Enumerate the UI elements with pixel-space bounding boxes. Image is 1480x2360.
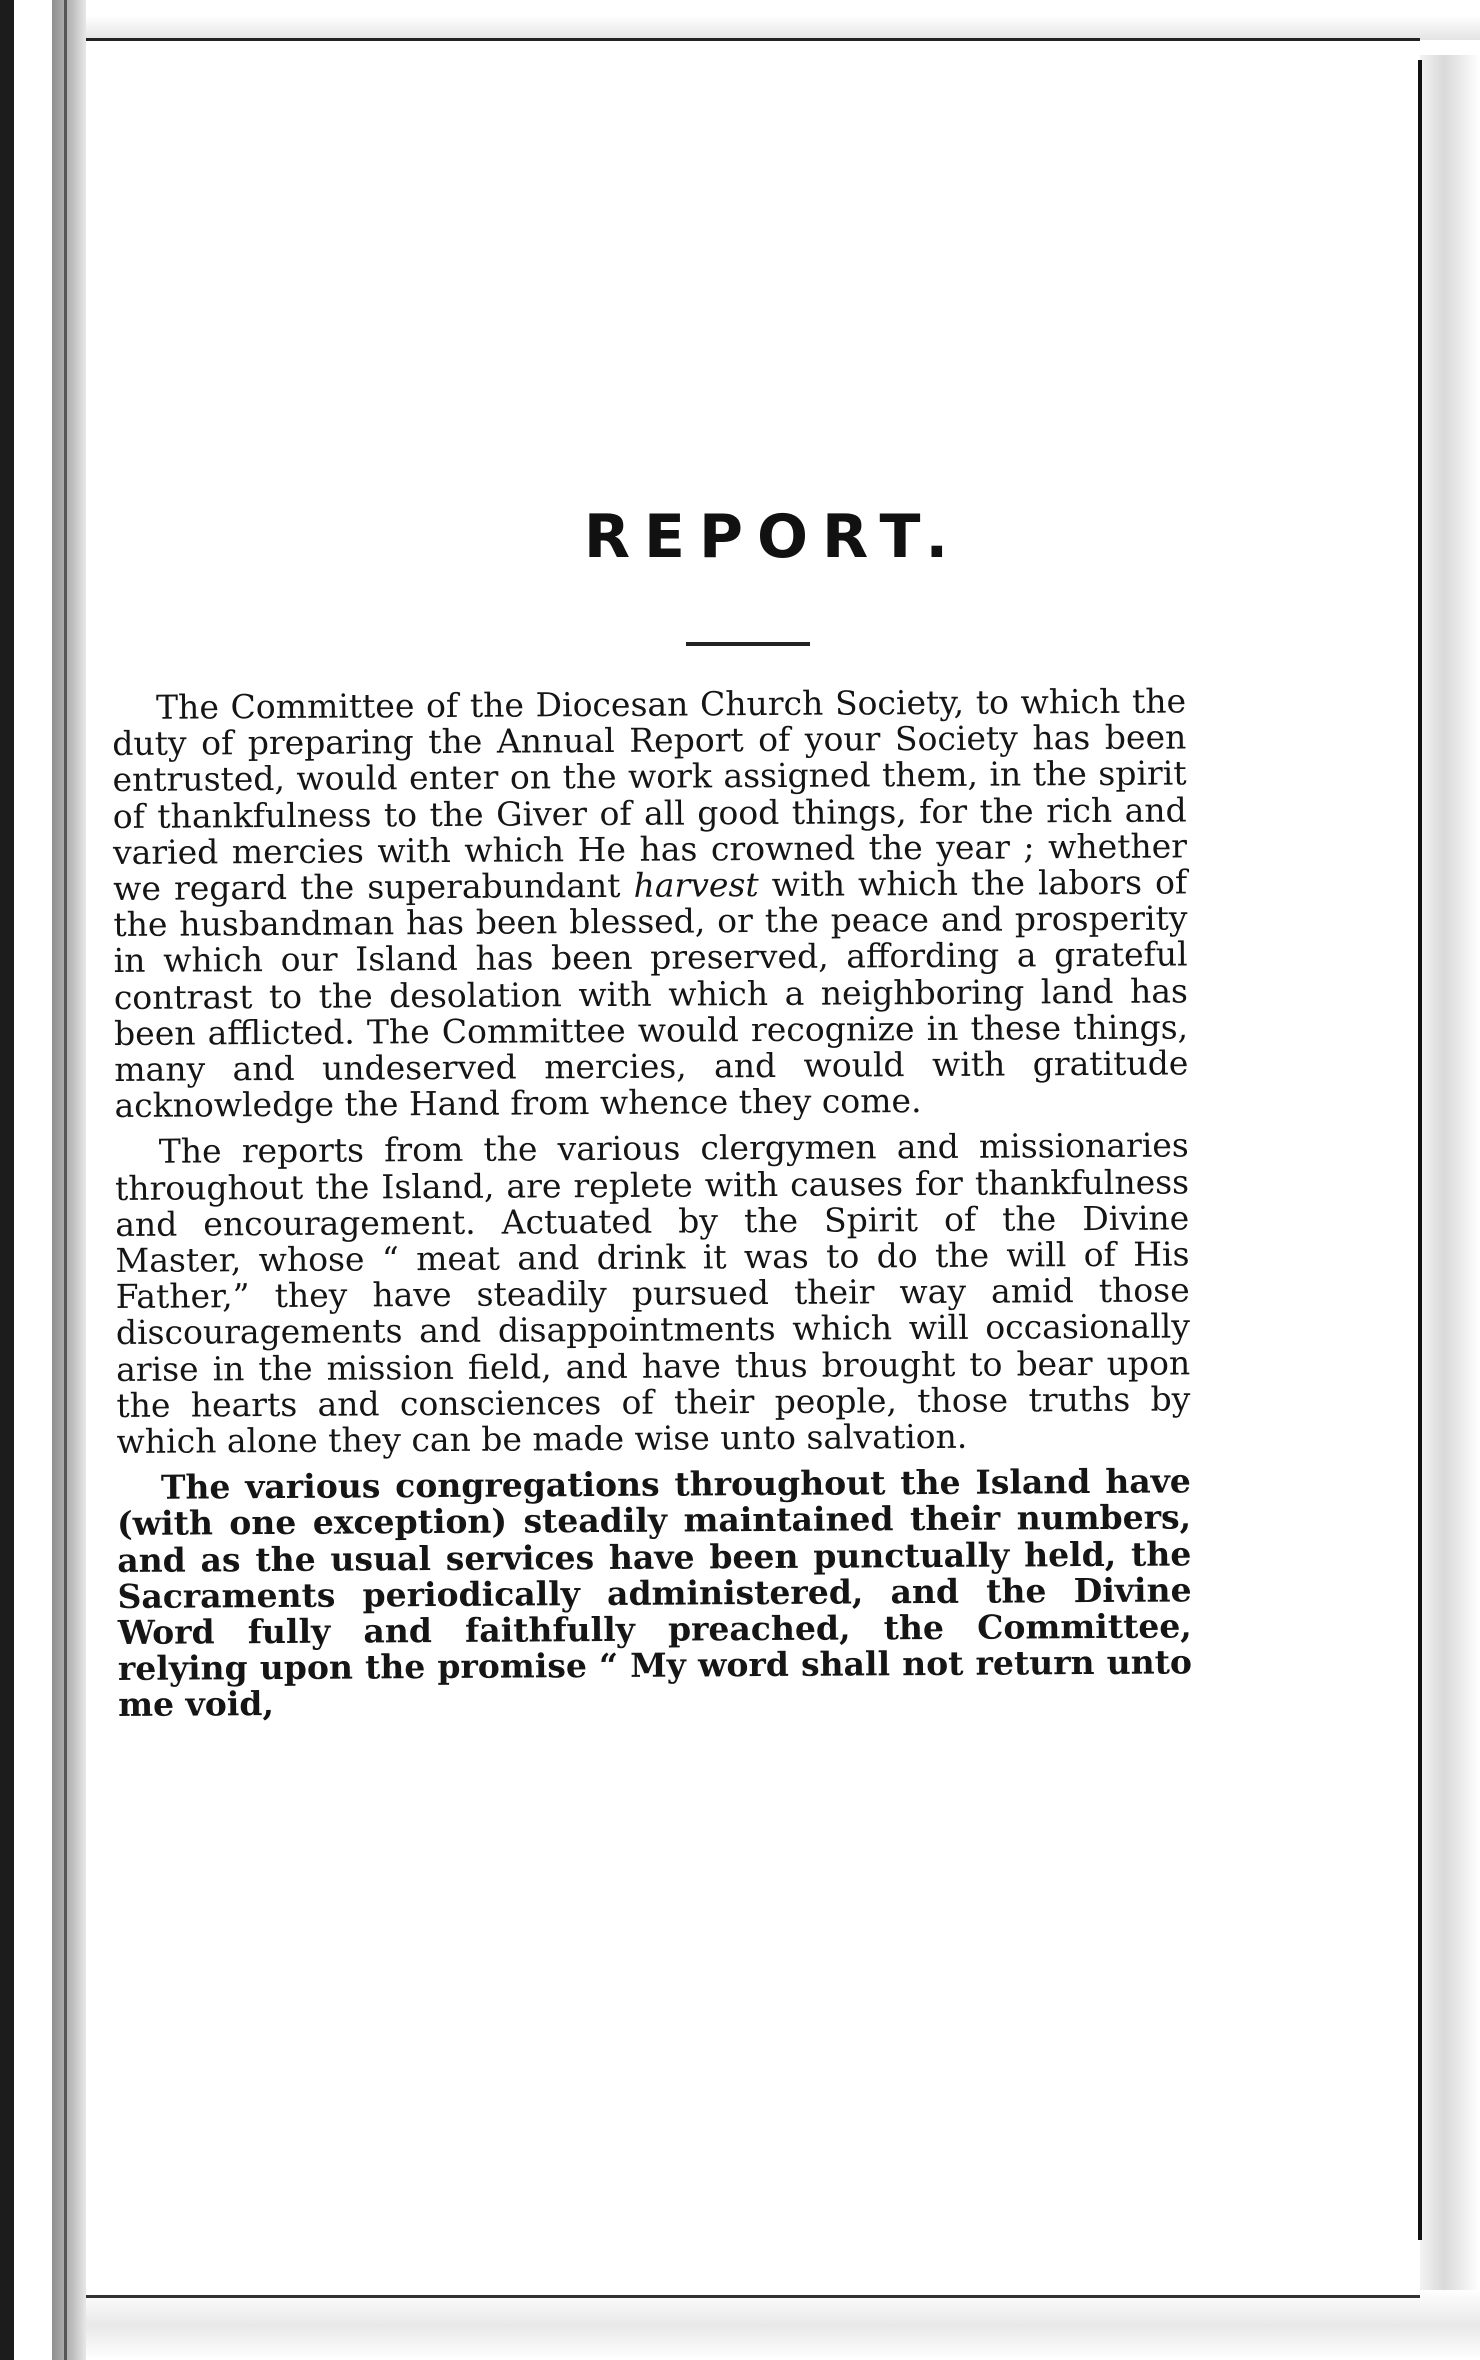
page-top-edge-line [86,38,1420,41]
title-rule [686,642,810,646]
paragraph-2: The reports from the various clergymen and missionaries throughout the Island, are replete with causes for thankfulness and encouragement. Actuated by the Spirit of the Divine Master, whose “ meat and drink it was to do the will of His Father,” they have steadily pursued their way amid those discouragements and disappointments which will occasionally arise in the mission field, and have thus brought to bear upon the hearts and consciences of their people, those truths by which alone they can be made wise unto salvation. [114,1125,1191,1462]
page-title: REPORT. [583,502,963,572]
report-body [112,683,1192,1733]
paragraph-3: The various congregations throughout the Island have (with one exception) steadily maintained their numbers, and as the usual services have been punctually held, the Sacraments periodically administered, and the Divine Word fully and faithfully preached, the Committee, relying upon the promise “ My word shall not return unto me void, [116,1461,1193,1725]
paragraph-1-before: The Committee of the Diocesan Church Society, to which the duty of preparing the Annual Report of your Society has been entrusted, would enter on the work assigned them, in the spirit of thankfulness to the Giver of all good things, for the rich and varied mercies with which He has crowned the year ; whether we regard the superabundant [112,681,1188,909]
page-right-edge-line [1418,60,1422,2240]
document-page [90,44,1416,2294]
page-top-edge [86,0,1480,40]
page-right-edge [1420,55,1480,2315]
page-gutter-shadow [52,0,86,2360]
page-bottom-edge-line [86,2295,1420,2298]
paragraph-1-emphasis: harvest [633,865,759,905]
book-spine [0,0,14,2360]
page-bottom-edge [86,2290,1480,2360]
paragraph-1 [112,683,1189,1124]
paragraph-1-after: with which the labors of the husbandman has been blessed, or the peace and prosperity in which our Island has been preserved, affording a grateful contrast to the desolation with which a neighboring land has been afflicted. The Committee would recognize in these things, many and undeserved mercies, and would with gratitude acknowledge the Hand from whence they come. [113,862,1189,1126]
gutter-line [64,0,67,2360]
